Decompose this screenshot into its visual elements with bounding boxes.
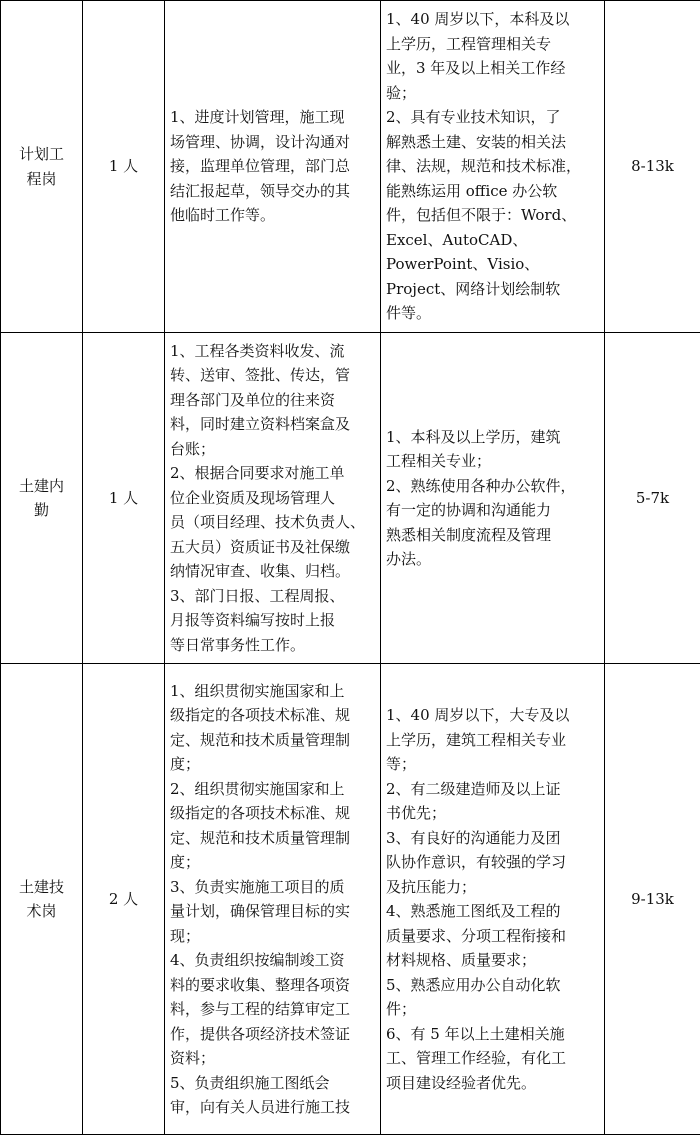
text-line: 现； — [170, 924, 375, 949]
text-line: 2、组织贯彻实施国家和上 — [170, 777, 375, 802]
duties-cell — [165, 1, 381, 333]
text-line: 等日常事务性工作。 — [170, 633, 375, 658]
text-line: 业，3 年及以上相关工作经 — [386, 56, 599, 81]
text-line: 书优先； — [386, 801, 599, 826]
requirements-cell — [381, 333, 605, 664]
text-line: 5、负责组织施工图纸会 — [170, 1071, 375, 1096]
text-line: 工、管理工作经验，有化工 — [386, 1046, 599, 1071]
text-line: 场管理、协调，设计沟通对 — [170, 130, 375, 155]
salary-cell: 5-7k — [605, 333, 700, 664]
text-line: 3、有良好的沟通能力及团 — [386, 826, 599, 851]
text-line: 1、工程各类资料收发、流 — [170, 339, 375, 364]
text-line: 件； — [386, 997, 599, 1022]
headcount-cell: 2 人 — [83, 664, 165, 1135]
salary-cell: 9-13k — [605, 664, 700, 1135]
text-line: 1、40 周岁以下，大专及以 — [386, 703, 599, 728]
text-line: Project、网络计划绘制软 — [386, 277, 599, 302]
text-line: 2、熟练使用各种办公软件， — [386, 474, 599, 499]
text-line: 项目建设经验者优先。 — [386, 1071, 599, 1096]
text-line: 料，同时建立资料档案盒及 — [170, 412, 375, 437]
text-line: 能熟练运用 office 办公软 — [386, 179, 599, 204]
text-line: 定、规范和技术质量管理制 — [170, 826, 375, 851]
text-line: 质量要求、分项工程衔接和 — [386, 924, 599, 949]
text-line: 件，包括但不限于：Word、 — [386, 203, 599, 228]
text-line: 上学历，工程管理相关专 — [386, 32, 599, 57]
text-line: 材料规格、质量要求； — [386, 948, 599, 973]
text-line: 等； — [386, 752, 599, 777]
text-line: PowerPoint、Visio、 — [386, 252, 599, 277]
text-line: Excel、AutoCAD、 — [386, 228, 599, 253]
text-line: 度； — [170, 752, 375, 777]
job-table-body — [1, 1, 700, 1135]
text-line: 转、送审、签批、传达，管 — [170, 363, 375, 388]
text-line: 五大员）资质证书及社保缴 — [170, 535, 375, 560]
headcount-cell: 1 人 — [83, 1, 165, 333]
text-line: 4、熟悉施工图纸及工程的 — [386, 899, 599, 924]
text-line: 土建技 — [6, 875, 77, 900]
text-line: 3、负责实施施工项目的质 — [170, 875, 375, 900]
position-cell — [1, 333, 83, 664]
text-line: 1、本科及以上学历，建筑 — [386, 425, 599, 450]
text-line: 料，参与工程的结算审定工 — [170, 997, 375, 1022]
text-line: 定、规范和技术质量管理制 — [170, 728, 375, 753]
text-line: 件等。 — [386, 301, 599, 326]
text-line: 有一定的协调和沟通能力 — [386, 498, 599, 523]
text-line: 审，向有关人员进行施工技 — [170, 1095, 375, 1120]
text-line: 熟悉相关制度流程及管理 — [386, 523, 599, 548]
text-line: 计划工 — [6, 142, 77, 167]
position-cell — [1, 664, 83, 1135]
text-line: 月报等资料编写按时上报 — [170, 608, 375, 633]
requirements-cell — [381, 664, 605, 1135]
text-line: 6、有 5 年以上土建相关施 — [386, 1022, 599, 1047]
text-line: 术岗 — [6, 899, 77, 924]
headcount-cell: 1 人 — [83, 333, 165, 664]
duties-cell — [165, 664, 381, 1135]
text-line: 解熟悉土建、安装的相关法 — [386, 130, 599, 155]
text-line: 位企业资质及现场管理人 — [170, 486, 375, 511]
text-line: 工程相关专业； — [386, 449, 599, 474]
text-line: 台账； — [170, 437, 375, 462]
job-row — [1, 664, 700, 1135]
text-line: 料的要求收集、整理各项资 — [170, 973, 375, 998]
duties-cell — [165, 333, 381, 664]
text-line: 4、负责组织按编制竣工资 — [170, 948, 375, 973]
text-line: 3、部门日报、工程周报、 — [170, 584, 375, 609]
text-line: 勤 — [6, 498, 77, 523]
text-line: 结汇报起草，领导交办的其 — [170, 179, 375, 204]
salary-cell: 8-13k — [605, 1, 700, 333]
position-cell — [1, 1, 83, 333]
requirements-cell — [381, 1, 605, 333]
text-line: 验； — [386, 81, 599, 106]
text-line: 量计划，确保管理目标的实 — [170, 899, 375, 924]
text-line: 纳情况审查、收集、归档。 — [170, 559, 375, 584]
text-line: 上学历，建筑工程相关专业 — [386, 728, 599, 753]
text-line: 1、进度计划管理，施工现 — [170, 105, 375, 130]
text-line: 办法。 — [386, 547, 599, 572]
text-line: 及抗压能力； — [386, 875, 599, 900]
text-line: 他临时工作等。 — [170, 203, 375, 228]
text-line: 队协作意识，有较强的学习 — [386, 850, 599, 875]
text-line: 5、熟悉应用办公自动化软 — [386, 973, 599, 998]
text-line: 员（项目经理、技术负责人、 — [170, 510, 375, 535]
text-line: 资料； — [170, 1046, 375, 1071]
text-line: 2、具有专业技术知识，了 — [386, 105, 599, 130]
text-line: 作，提供各项经济技术签证 — [170, 1022, 375, 1047]
text-line: 度； — [170, 850, 375, 875]
text-line: 级指定的各项技术标准、规 — [170, 703, 375, 728]
text-line: 级指定的各项技术标准、规 — [170, 801, 375, 826]
job-row — [1, 1, 700, 333]
text-line: 2、有二级建造师及以上证 — [386, 777, 599, 802]
text-line: 接，监理单位管理，部门总 — [170, 154, 375, 179]
text-line: 律、法规，规范和技术标准， — [386, 154, 599, 179]
job-row — [1, 333, 700, 664]
text-line: 土建内 — [6, 474, 77, 499]
text-line: 1、组织贯彻实施国家和上 — [170, 679, 375, 704]
text-line: 1、40 周岁以下，本科及以 — [386, 7, 599, 32]
text-line: 理各部门及单位的往来资 — [170, 388, 375, 413]
text-line: 2、根据合同要求对施工单 — [170, 461, 375, 486]
text-line: 程岗 — [6, 167, 77, 192]
